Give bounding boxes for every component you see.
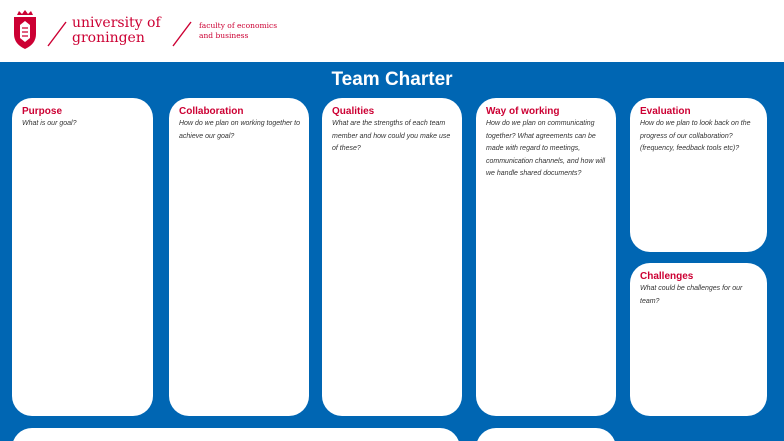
university-line-1: university of bbox=[72, 15, 161, 31]
way-of-working-prompt: How do we plan on communicating together? What agreements can be made with regard to meetings, communication channels, and how will we handle shared documents? bbox=[486, 120, 606, 177]
evaluation-card[interactable] bbox=[630, 98, 767, 252]
university-name bbox=[72, 16, 161, 46]
qualities-card[interactable] bbox=[322, 98, 462, 416]
purpose-prompt: What is our goal? bbox=[22, 120, 77, 127]
page-header bbox=[0, 0, 784, 62]
board-title: Team Charter bbox=[331, 69, 453, 90]
collaboration-title: Collaboration bbox=[179, 106, 244, 117]
challenges-title: Challenges bbox=[640, 271, 694, 282]
faculty-line-2: and business bbox=[199, 31, 249, 40]
challenges-card[interactable] bbox=[630, 263, 767, 416]
faculty-name bbox=[199, 21, 277, 41]
bottom-right-card[interactable] bbox=[476, 428, 616, 441]
evaluation-title: Evaluation bbox=[640, 106, 691, 117]
university-line-2: groningen bbox=[72, 30, 145, 46]
faculty-divider-icon bbox=[171, 21, 193, 47]
collaboration-card[interactable] bbox=[169, 98, 309, 416]
qualities-prompt: What are the strengths of each team member and how could you make use of these? bbox=[332, 120, 451, 152]
collaboration-prompt: How do we plan on working together to achieve our goal? bbox=[179, 120, 301, 140]
evaluation-prompt: How do we plan to look back on the progress of our collaboration? (frequency, feedback tools etc)? bbox=[640, 120, 751, 152]
way-of-working-title: Way of working bbox=[486, 106, 560, 117]
logo-divider-icon bbox=[46, 21, 68, 47]
faculty-line-1: faculty of economics bbox=[199, 21, 278, 30]
purpose-title: Purpose bbox=[22, 106, 63, 117]
way-of-working-card[interactable] bbox=[476, 98, 616, 416]
purpose-card[interactable] bbox=[12, 98, 153, 416]
qualities-title: Qualities bbox=[332, 106, 375, 117]
bottom-left-card[interactable] bbox=[12, 428, 460, 441]
challenges-prompt: What could be challenges for our team? bbox=[640, 285, 743, 305]
university-crest-icon bbox=[12, 10, 38, 50]
